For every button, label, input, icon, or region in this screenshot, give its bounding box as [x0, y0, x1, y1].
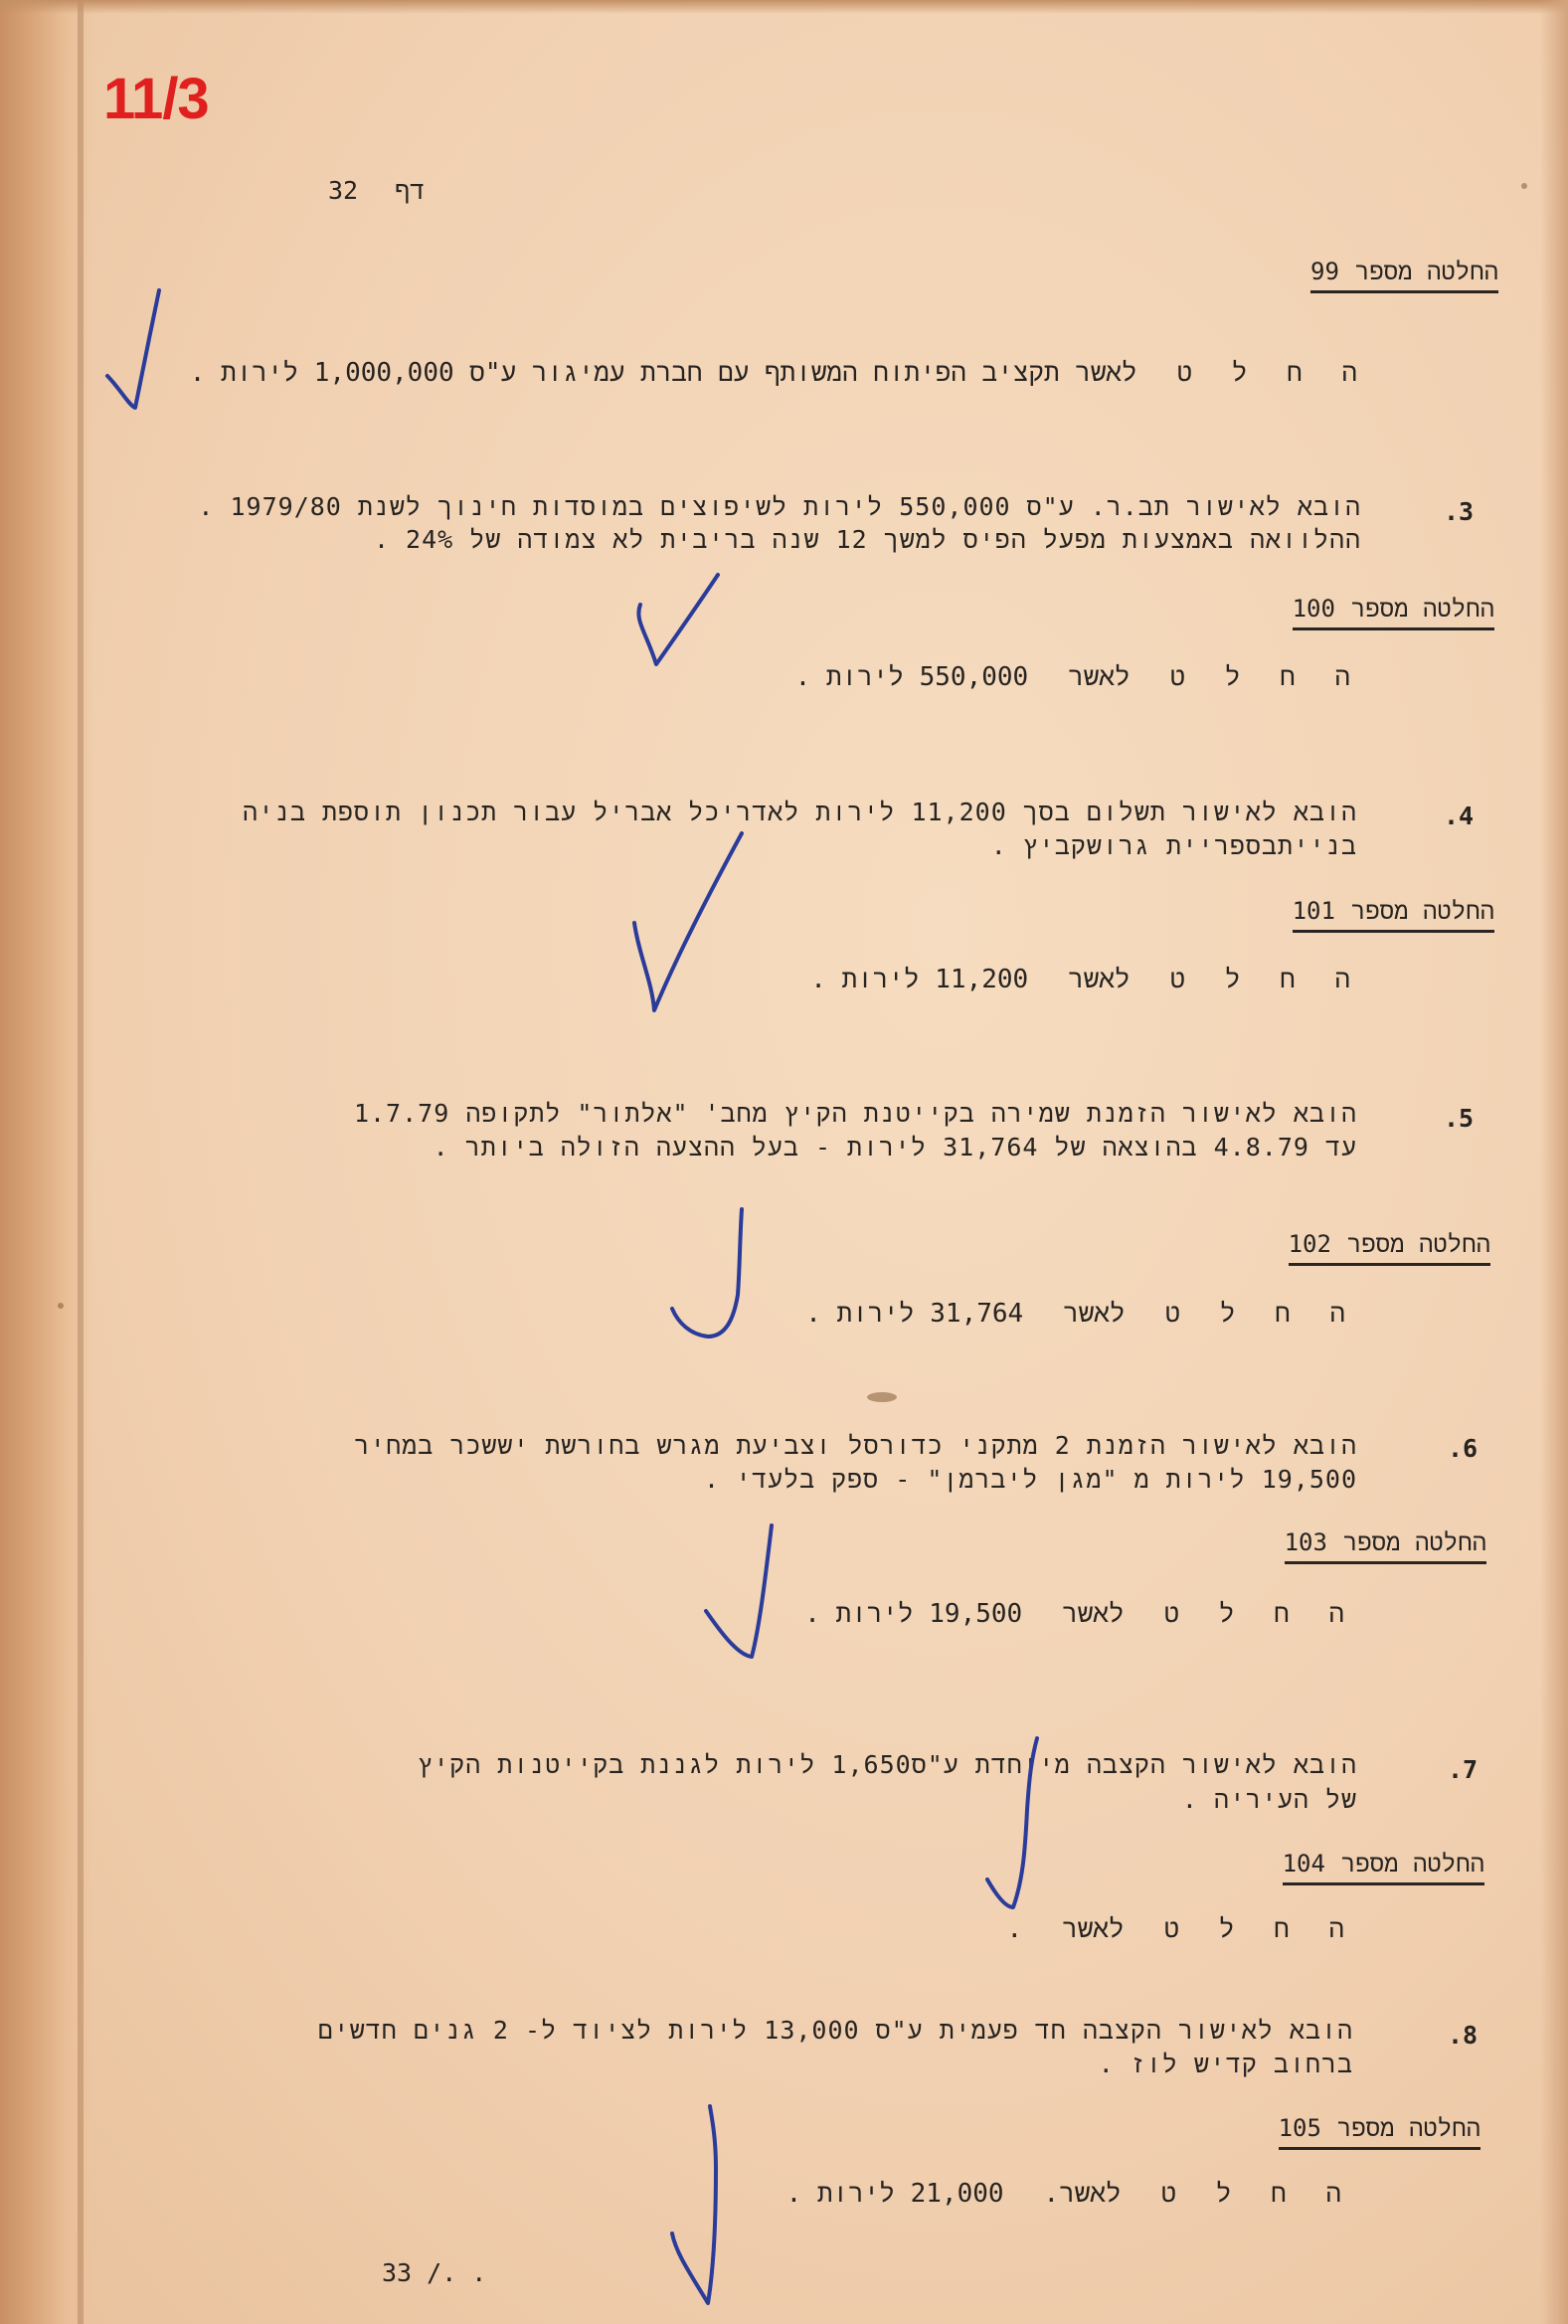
decision-99: [190, 358, 1369, 389]
item-7-line-1: הובא לאישור הקצבה מיוחדת ע"ס1,650 לירות לגננת בקייטנות הקיץ: [418, 1750, 1357, 1779]
heading-label: החלטה מספר: [1350, 897, 1494, 925]
decision-approve: לאשר.: [1043, 2179, 1122, 2209]
decision-label: ה ח ל ט: [1163, 1599, 1356, 1629]
decision-label: ה ח ל ט: [1169, 662, 1362, 692]
handwritten-check-mark: [99, 278, 179, 428]
resolution-heading-103: [1285, 1528, 1486, 1564]
top-edge-shadow: [0, 0, 1568, 14]
decision-label: ה ח ל ט: [1169, 965, 1362, 994]
heading-number: 102: [1288, 1230, 1331, 1258]
next-page-reference: 33 /. .: [382, 2258, 487, 2287]
heading-number: 105: [1278, 2114, 1321, 2142]
decision-approve: לאשר: [1068, 662, 1131, 692]
decision-text: לאשר תקציב הפיתוח המשותף עם חברת עמיגור ע"ס 1,000,000 לירות .: [189, 358, 1137, 388]
heading-number: 101: [1292, 897, 1335, 925]
decision-label: ה ח ל ט: [1163, 1914, 1356, 1944]
item-number-5: .5: [1444, 1104, 1475, 1133]
decision-102: [805, 1299, 1357, 1330]
heading-number: 100: [1292, 595, 1335, 623]
heading-label: החלטה מספר: [1350, 595, 1494, 623]
item-number-8: .8: [1448, 2021, 1479, 2050]
item-number-3: .3: [1444, 497, 1475, 526]
handwritten-check-mark: [624, 823, 754, 1022]
heading-label: החלטה מספר: [1336, 2114, 1481, 2142]
heading-label: החלטה מספר: [1342, 1528, 1486, 1556]
item-5-line-2: עד 4.8.79 בהוצאה של 31,764 לירות - בעל ההצעה הזולה ביותר .: [433, 1133, 1357, 1162]
decision-105: [786, 2179, 1353, 2210]
handwritten-check-mark: [696, 1516, 795, 1675]
decision-text: 11,200 לירות .: [810, 965, 1029, 994]
decision-approve: לאשר: [1062, 1914, 1125, 1944]
resolution-heading-105: [1279, 2114, 1481, 2150]
item-4-line-1: הובא לאישור תשלום בסך 11,200 לירות לאדריכל אבריל עבור תכנון תוספת בניה: [242, 798, 1357, 826]
decision-101: [810, 965, 1362, 995]
decision-label: ה ח ל ט: [1160, 2179, 1353, 2209]
binding-shadow: [78, 0, 84, 2324]
page-number: [328, 176, 425, 207]
handwritten-check-mark: [626, 565, 746, 684]
resolution-heading-101: [1293, 897, 1494, 933]
decision-label: ה ח ל ט: [1164, 1299, 1357, 1329]
item-number-6: .6: [1448, 1434, 1479, 1463]
heading-label: החלטה מספר: [1354, 258, 1498, 285]
heading-label: החלטה מספר: [1346, 1230, 1490, 1258]
item-8-line-1: הובא לאישור הקצבה חד פעמית ע"ס 13,000 לירות לציוד ל- 2 גנים חדשים: [317, 2016, 1353, 2045]
paper-speck: [58, 1303, 64, 1309]
paper-stain: [867, 1392, 897, 1402]
heading-label: החלטה מספר: [1340, 1850, 1484, 1877]
decision-approve: לאשר: [1063, 1299, 1126, 1329]
decision-approve: לאשר: [1062, 1599, 1125, 1629]
resolution-heading-99: [1310, 258, 1498, 293]
decision-text: 31,764 לירות .: [805, 1299, 1024, 1329]
handwritten-check-mark: [660, 1199, 780, 1348]
resolution-heading-102: [1289, 1230, 1490, 1266]
decision-text: 19,500 לירות .: [804, 1599, 1023, 1629]
item-4-line-2: בנייתבספריית גרושקביץ .: [990, 831, 1357, 860]
right-edge-shadow: [1540, 0, 1568, 2324]
resolution-heading-104: [1283, 1850, 1484, 1885]
item-5-line-1: הובא לאישור הזמנת שמירה בקייטנת הקיץ מחב' "אלתור" לתקופה 1.7.79: [353, 1099, 1357, 1128]
decision-approve: לאשר: [1068, 965, 1131, 994]
heading-number: 99: [1310, 258, 1339, 285]
item-number-4: .4: [1444, 802, 1475, 830]
document-id-stamp: 11/3: [103, 67, 209, 131]
decision-100: [795, 662, 1362, 693]
page-number-value: 32: [328, 176, 359, 205]
handwritten-check-mark: [656, 2098, 736, 2317]
item-8-line-2: ברחוב קדיש לוז .: [1098, 2050, 1353, 2078]
item-7-line-2: של העיריה .: [1181, 1785, 1357, 1814]
item-6-line-2: 19,500 לירות מ "מגן ליברמן" - ספק בלעדי .: [704, 1465, 1357, 1494]
decision-text: .: [1006, 1914, 1023, 1944]
item-3-line-2: ההלוואה באמצעות מפעל הפיס למשך 12 שנה בריבית לא צמודה של 24% .: [373, 525, 1361, 554]
item-3-line-1: הובא לאישור תב.ר. ע"ס 550,000 לירות לשיפוצים במוסדות חינוך לשנת 1979/80 .: [198, 492, 1361, 521]
item-number-7: .7: [1448, 1755, 1479, 1784]
decision-text: 21,000 לירות .: [785, 2179, 1004, 2209]
item-6-line-1: הובא לאישור הזמנת 2 מתקני כדורסל וצביעת מגרש בחורשת יששכר במחיר: [354, 1431, 1357, 1460]
heading-number: 103: [1284, 1528, 1327, 1556]
handwritten-check-mark: [979, 1730, 1069, 1919]
decision-text: 550,000 לירות .: [794, 662, 1029, 692]
resolution-heading-100: [1293, 595, 1494, 630]
page-label: דף: [395, 176, 426, 205]
decision-label: ה ח ל ט: [1176, 358, 1369, 388]
heading-number: 104: [1282, 1850, 1325, 1877]
decision-103: [804, 1599, 1356, 1630]
paper-speck: [1521, 183, 1527, 189]
